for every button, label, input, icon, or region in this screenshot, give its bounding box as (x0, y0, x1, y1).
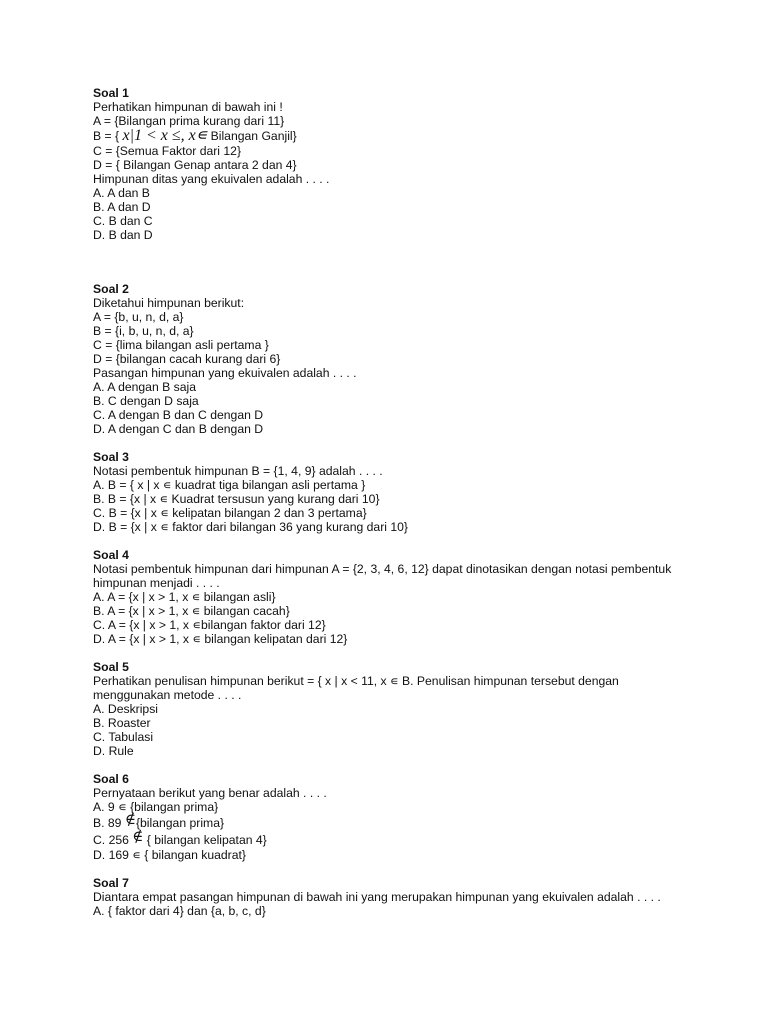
option-d: D. B dan D (93, 228, 153, 242)
set-c: C = {lima bilangan asli pertama } (93, 338, 269, 352)
option-d: D. A dengan C dan B dengan D (93, 422, 264, 436)
option-text-pre: A. B = { x | x (93, 478, 163, 492)
option-a (93, 590, 693, 604)
question-text: Notasi pembentuk himpunan dari himpunan A = {2, 3, 4, 6, 12} dapat dinotasikan dengan notasi pembentuk himpunan menjadi . . . . (93, 562, 672, 590)
option-b (93, 810, 693, 831)
option-c (93, 618, 693, 632)
option-c: C. B dan C (93, 214, 153, 228)
element-of-icon: ∊ (191, 590, 201, 604)
element-of-icon: ∊ (160, 506, 169, 520)
element-of-icon: ∊ (118, 800, 127, 814)
set-b: B = {i, b, u, n, d, a} (93, 324, 194, 338)
option-text-post: kelipatan bilangan 2 dan 3 pertama} (168, 506, 367, 520)
question-title: Soal 4 (93, 548, 129, 562)
question-intro: Diketahui himpunan berikut: (93, 296, 245, 310)
set-a: A = {b, u, n, d, a} (93, 310, 184, 324)
option-text-post: bilangan cacah} (200, 604, 290, 618)
set-b-suffix: Bilangan Ganjil} (207, 129, 297, 143)
option-a (93, 800, 693, 814)
question-text (93, 674, 693, 702)
question-2 (93, 282, 693, 436)
option-a (93, 478, 693, 492)
question-5 (93, 660, 693, 758)
option-d (93, 848, 693, 862)
option-text-post: { bilangan kelipatan 4} (143, 833, 267, 847)
question-title: Soal 3 (93, 450, 129, 464)
option-text-post: {bilangan prima} (135, 816, 225, 830)
element-of-icon: ∊ (192, 632, 201, 646)
question-text: Notasi pembentuk himpunan B = {1, 4, 9} adalah . . . . (93, 464, 383, 478)
option-text-post: Kuadrat tersusun yang kurang dari 10} (168, 492, 380, 506)
question-4 (93, 548, 693, 646)
option-text-pre: C. 256 (93, 833, 133, 847)
option-b: B. Roaster (93, 716, 151, 730)
set-c: C = {Semua Faktor dari 12} (93, 144, 242, 158)
question-text-pre: Perhatikan penulisan himpunan berikut = { x | x < 11, x (93, 674, 390, 688)
element-of-icon: ∊ (132, 848, 141, 862)
question-intro: Perhatikan himpunan di bawah ini ! (93, 100, 283, 114)
question-text-post: B. Penulisan himpunan tersebut dengan menggunakan metode . . . . (93, 674, 619, 702)
question-1 (93, 86, 693, 242)
option-a: A. Deskripsi (93, 702, 159, 716)
option-text-post: bilangan asli} (200, 590, 276, 604)
set-d: D = {bilangan cacah kurang dari 6} (93, 352, 281, 366)
option-b: B. C dengan D saja (93, 394, 199, 408)
question-title: Soal 2 (93, 282, 129, 296)
option-text-pre: C. B = {x | x (93, 506, 161, 520)
question-7 (93, 876, 693, 918)
option-text-pre: B. A = {x | x > 1, x (93, 604, 192, 618)
option-text-pre: B. 89 (93, 816, 125, 830)
option-text-pre: C. A = {x | x > 1, x (93, 618, 193, 632)
question-3 (93, 450, 693, 534)
option-d (93, 520, 693, 534)
question-text: Diantara empat pasangan himpunan di bawah ini yang merupakan himpunan yang ekuivalen adalah . . . . (93, 890, 661, 904)
option-text-post: {bilangan prima} (126, 800, 219, 814)
element-of-icon: ∊ (160, 520, 169, 534)
option-d (93, 632, 693, 646)
not-element-of-icon: ∉ (124, 810, 136, 828)
set-b-prefix: B = { (93, 129, 120, 143)
option-text-pre: D. 169 (93, 848, 133, 862)
question-title: Soal 5 (93, 660, 129, 674)
question-text: Pasangan himpunan yang ekuivalen adalah . . . . (93, 366, 357, 380)
option-b (93, 604, 693, 618)
element-of-icon: ∊ (191, 604, 201, 618)
question-text: Pernyataan berikut yang benar adalah . . . . (93, 786, 327, 800)
option-a: A. A dan B (93, 186, 150, 200)
option-text-pre: A. A = {x | x > 1, x (93, 590, 192, 604)
option-text-post: bilangan faktor dari 12} (201, 618, 326, 632)
question-6 (93, 772, 693, 862)
option-text-post: kuadrat tiga bilangan asli pertama } (171, 478, 366, 492)
option-a: A. A dengan B saja (93, 380, 196, 394)
set-d: D = { Bilangan Genap antara 2 dan 4} (93, 158, 297, 172)
question-title: Soal 6 (93, 772, 129, 786)
option-a: A. { faktor dari 4} dan {a, b, c, d} (93, 904, 266, 918)
option-text-pre: A. 9 (93, 800, 119, 814)
question-text: Himpunan ditas yang ekuivalen adalah . . . . (93, 172, 330, 186)
option-text-pre: B. B = {x | x (93, 492, 160, 506)
option-text-pre: D. A = {x | x > 1, x (93, 632, 193, 646)
option-c (93, 827, 693, 848)
not-element-of-icon: ∉ (132, 827, 144, 845)
set-b (93, 128, 693, 144)
element-of-icon: ∊ (159, 492, 169, 506)
element-of-icon: ∊ (192, 618, 201, 632)
option-d: D. Rule (93, 744, 134, 758)
option-b: B. A dan D (93, 200, 151, 214)
element-of-icon: ∊ (162, 478, 172, 492)
set-b-math: x|1 < x ≤, x∊ (122, 127, 208, 144)
document-page (93, 86, 693, 918)
question-title: Soal 7 (93, 876, 129, 890)
option-c: C. Tabulasi (93, 730, 154, 744)
option-text-pre: D. B = {x | x (93, 520, 161, 534)
element-of-icon: ∊ (389, 674, 399, 688)
option-c: C. A dengan B dan C dengan D (93, 408, 264, 422)
option-text-post: faktor dari bilangan 36 yang kurang dari 10} (168, 520, 408, 534)
option-c (93, 506, 693, 520)
question-title: Soal 1 (93, 86, 129, 100)
set-a: A = {Bilangan prima kurang dari 11} (93, 114, 285, 128)
option-b (93, 492, 693, 506)
option-text-post: bilangan kelipatan dari 12} (201, 632, 348, 646)
option-text-post: { bilangan kuadrat} (140, 848, 246, 862)
